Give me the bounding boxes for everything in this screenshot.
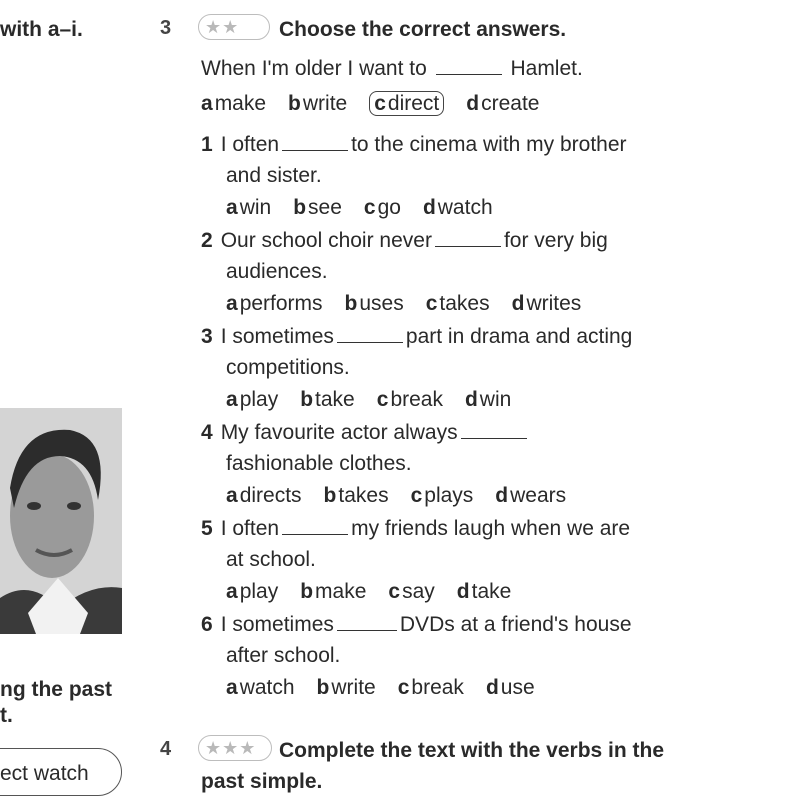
word-box-text: ect watch bbox=[0, 762, 89, 785]
difficulty-stars-3 bbox=[198, 735, 272, 761]
question-text-after: for very big bbox=[503, 229, 608, 252]
option-c[interactable]: cplays bbox=[410, 484, 474, 507]
example-text-after: Hamlet. bbox=[510, 57, 583, 80]
question-text-after: DVDs at a friend's house bbox=[399, 613, 632, 636]
question-1-line1 bbox=[201, 132, 627, 157]
exercise-3-instruction: Choose the correct answers. bbox=[279, 18, 567, 41]
answer-blank[interactable] bbox=[461, 420, 527, 439]
question-text-after: to the cinema with my brother bbox=[351, 133, 627, 156]
star-rating-icon: ★★★ bbox=[205, 738, 257, 758]
question-1-line2: and sister. bbox=[226, 164, 322, 187]
option-d[interactable]: dwears bbox=[495, 484, 567, 507]
question-2-options bbox=[226, 292, 603, 316]
option-b[interactable]: bsee bbox=[293, 196, 342, 219]
question-text-before: Our school choir never bbox=[220, 229, 432, 252]
left-instruction-fragment: with a–i. bbox=[0, 18, 83, 41]
exercise-4-number: 4 bbox=[160, 738, 172, 760]
option-a[interactable]: amake bbox=[201, 92, 267, 115]
question-2-line2: audiences. bbox=[226, 260, 328, 283]
option-d[interactable]: duse bbox=[485, 676, 535, 699]
option-b[interactable]: bwrite bbox=[288, 92, 348, 115]
question-text-after: my friends laugh when we are bbox=[351, 517, 631, 540]
question-number: 4 bbox=[201, 421, 213, 444]
exercise-4-instruction-line1: Complete the text with the verbs in the bbox=[279, 739, 665, 762]
question-1-options bbox=[226, 196, 515, 220]
example-text-before: When I'm older I want to bbox=[201, 57, 427, 80]
question-5-line2: at school. bbox=[226, 548, 316, 571]
question-number: 5 bbox=[201, 517, 213, 540]
example-options bbox=[201, 92, 561, 116]
option-d[interactable]: dwin bbox=[464, 388, 512, 411]
actor-photo bbox=[0, 408, 122, 634]
left-heading-fragment-line1: ng the past bbox=[0, 678, 113, 701]
option-a[interactable]: aperforms bbox=[226, 292, 323, 315]
option-d[interactable]: dwrites bbox=[511, 292, 582, 315]
option-c-selected[interactable]: cdirect bbox=[369, 91, 444, 116]
option-b[interactable]: bwrite bbox=[316, 676, 376, 699]
difficulty-stars-2 bbox=[198, 14, 270, 40]
option-a[interactable]: aplay bbox=[226, 388, 279, 411]
question-text-before: I sometimes bbox=[220, 325, 334, 348]
left-heading-fragment-line2: t. bbox=[0, 704, 13, 727]
question-6-line1 bbox=[201, 612, 632, 637]
question-5-options bbox=[226, 580, 533, 604]
option-b[interactable]: buses bbox=[344, 292, 404, 315]
option-c[interactable]: cbreak bbox=[376, 388, 443, 411]
option-d[interactable]: dcreate bbox=[466, 92, 540, 115]
question-text-before: I sometimes bbox=[220, 613, 334, 636]
question-text-before: I often bbox=[220, 517, 280, 540]
question-2-line1 bbox=[201, 228, 608, 253]
question-3-options bbox=[226, 388, 533, 412]
question-number: 6 bbox=[201, 613, 213, 636]
star-rating-icon: ★★ bbox=[205, 17, 240, 37]
exercise-4-instruction-line2: past simple. bbox=[201, 770, 323, 793]
option-a[interactable]: aplay bbox=[226, 580, 279, 603]
answer-blank[interactable] bbox=[282, 132, 348, 151]
option-d[interactable]: dtake bbox=[456, 580, 512, 603]
answer-blank[interactable] bbox=[337, 324, 403, 343]
option-b[interactable]: btake bbox=[300, 388, 355, 411]
answer-blank[interactable] bbox=[282, 516, 348, 535]
example-sentence bbox=[201, 56, 583, 81]
option-b[interactable]: btakes bbox=[323, 484, 389, 507]
option-c[interactable]: cbreak bbox=[397, 676, 464, 699]
question-4-line1 bbox=[201, 420, 530, 445]
option-a[interactable]: awatch bbox=[226, 676, 295, 699]
question-number: 3 bbox=[201, 325, 213, 348]
option-c[interactable]: cgo bbox=[363, 196, 401, 219]
question-3-line2: competitions. bbox=[226, 356, 350, 379]
option-b[interactable]: bmake bbox=[300, 580, 367, 603]
question-5-line1 bbox=[201, 516, 630, 541]
option-a[interactable]: adirects bbox=[226, 484, 302, 507]
option-a[interactable]: awin bbox=[226, 196, 272, 219]
answer-blank[interactable] bbox=[435, 228, 501, 247]
option-c[interactable]: ctakes bbox=[425, 292, 490, 315]
option-c[interactable]: csay bbox=[388, 580, 435, 603]
question-number: 1 bbox=[201, 133, 213, 156]
question-text-before: My favourite actor always bbox=[220, 421, 458, 444]
answer-blank[interactable] bbox=[436, 56, 502, 75]
question-6-line2: after school. bbox=[226, 644, 341, 667]
answer-blank[interactable] bbox=[337, 612, 397, 631]
question-4-options bbox=[226, 484, 588, 508]
actor-portrait-image bbox=[0, 408, 122, 634]
exercise-3-number: 3 bbox=[160, 17, 172, 39]
question-number: 2 bbox=[201, 229, 213, 252]
option-d[interactable]: dwatch bbox=[422, 196, 493, 219]
question-6-options bbox=[226, 676, 557, 700]
question-3-line1 bbox=[201, 324, 632, 349]
question-text-after: part in drama and acting bbox=[405, 325, 633, 348]
question-text-before: I often bbox=[220, 133, 280, 156]
question-4-line2: fashionable clothes. bbox=[226, 452, 412, 475]
